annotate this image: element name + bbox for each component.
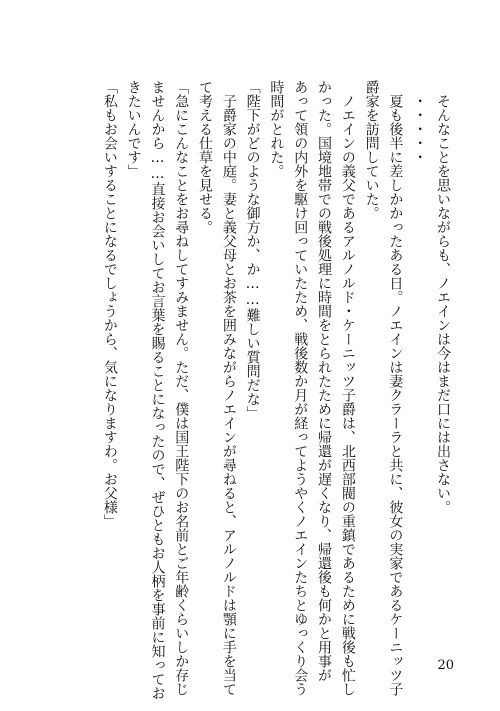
text-line: て考える仕草を見せる。	[197, 80, 214, 234]
text-line: 爵家を訪問していた。	[363, 80, 380, 220]
text-line: かった。国境地帯での戦後処理に時間をとられたために帰還が遅くなり、帰還後も何かと用事が	[316, 80, 333, 682]
dialogue-line: ませんから……直接お会いしてお言葉を賜ることになったので、ぜひともお人柄を事前に知ってお	[149, 80, 166, 700]
text-line: 時間がとれた。	[268, 80, 285, 178]
text-line: そんなことを思いながらも、ノエインは今はまだ口には出さない。	[435, 80, 451, 514]
dialogue-line: きたいんです」	[125, 80, 142, 178]
text-line: 夏も後半に差しかかったある日。ノエインは妻クラーラと共に、彼女の実家であるケーニッツ子	[387, 80, 404, 696]
page-number: 20	[437, 658, 454, 673]
text-line: あって領の内外を駆け回っていたため、戦後数か月が経ってようやくノエインたちとゆっくり会う	[292, 80, 309, 696]
dialogue-line: 「私もお会いすることになるでしょうから、気になりますわ。お父様」	[101, 80, 118, 528]
dialogue-line: 「陛下がどのような御方か、か……難しい質問だな」	[244, 80, 261, 420]
text-line: ノエインの義父であるアルノルド・ケーニッツ子爵は、北西部閥の重鎮であるために戦後も忙し	[339, 80, 356, 696]
dialogue-line: 「急にこんなことをお尋ねしてすみません。ただ、僕は国王陛下のお名前とご年齢くらいしか存じ	[173, 80, 190, 696]
scene-break: ・・・・・	[411, 80, 428, 164]
text-line: 子爵家の中庭。妻と義父母とお茶を囲みながらノエインが尋ねると、アルノルドは顎に手を当て	[220, 80, 237, 696]
